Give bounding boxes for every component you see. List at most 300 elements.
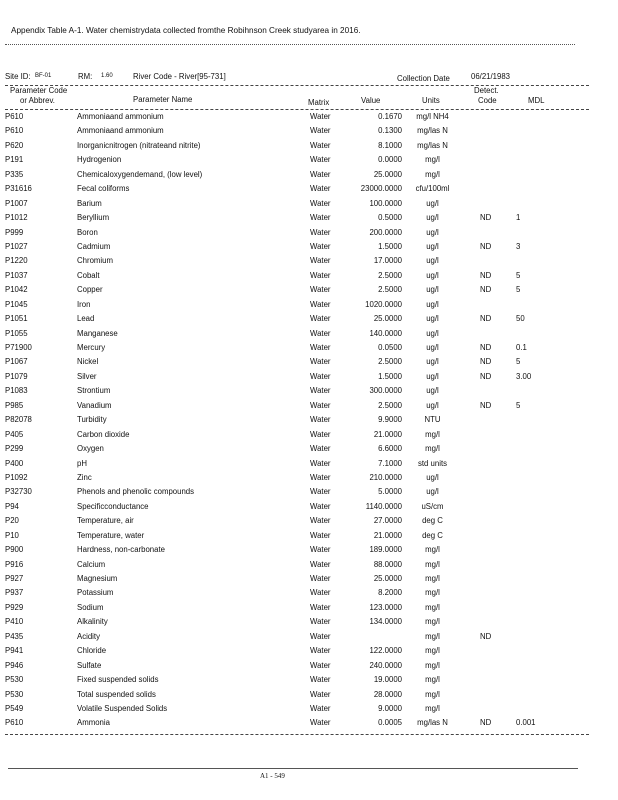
col-mdl: MDL — [528, 96, 545, 105]
cell-matrix: Water — [310, 213, 331, 223]
cell-matrix: Water — [310, 184, 331, 194]
cell-units: ug/l — [426, 256, 439, 266]
cell-units: mg/l — [425, 444, 440, 454]
cell-name: Chloride — [77, 646, 107, 656]
col-param-code: Parameter Code — [10, 86, 68, 95]
cell-units: mg/l — [425, 703, 440, 713]
cell-matrix: Water — [310, 472, 331, 482]
cell-value: 300.0000 — [369, 386, 402, 396]
table-row — [0, 184, 618, 198]
collection-date: 06/21/1983 — [471, 72, 511, 81]
cell-name: Hydrogenion — [77, 155, 122, 165]
cell-units: mg/l — [425, 660, 440, 670]
cell-name: Zinc — [77, 472, 92, 482]
cell-value: 123.0000 — [369, 602, 402, 612]
cell-value: 100.0000 — [369, 198, 402, 208]
cell-name: Potassium — [77, 588, 114, 598]
table-row — [0, 690, 618, 704]
cell-mdl: 5 — [516, 400, 521, 410]
cell-name: Copper — [77, 285, 103, 295]
cell-units: mg/l — [425, 559, 440, 569]
cell-value: 0.5000 — [378, 213, 402, 223]
cell-units: uS/cm — [421, 501, 444, 511]
cell-code: P1220 — [5, 256, 28, 266]
cell-code: P549 — [5, 703, 24, 713]
cell-name: Oxygen — [77, 444, 104, 454]
cell-name: Strontium — [77, 386, 111, 396]
cell-value: 88.0000 — [373, 559, 402, 569]
cell-code: P31616 — [5, 184, 32, 194]
cell-detect: ND — [480, 241, 492, 251]
cell-name: Turbidity — [77, 415, 107, 425]
cell-name: Fixed suspended solids — [77, 675, 159, 685]
cell-matrix: Water — [310, 703, 331, 713]
table-row — [0, 545, 618, 559]
cell-value: 9.9000 — [378, 415, 402, 425]
cell-name: Inorganicnitrogen (nitrateand nitrite) — [77, 140, 201, 150]
cell-value: 0.0000 — [378, 155, 402, 165]
cell-value: 1020.0000 — [365, 299, 402, 309]
cell-name: Nickel — [77, 357, 99, 367]
cell-value: 210.0000 — [369, 472, 402, 482]
cell-code: P985 — [5, 400, 24, 410]
cell-units: mg/l — [425, 646, 440, 656]
cell-units: mg/las N — [417, 718, 448, 728]
cell-code: P299 — [5, 444, 24, 454]
cell-code: P435 — [5, 631, 24, 641]
cell-matrix: Water — [310, 501, 331, 511]
cell-code: P1083 — [5, 386, 28, 396]
cell-matrix: Water — [310, 256, 331, 266]
cell-code: P1051 — [5, 314, 28, 324]
cell-units: ug/l — [426, 285, 439, 295]
cell-value: 27.0000 — [373, 516, 402, 526]
cell-matrix: Water — [310, 328, 331, 338]
cell-matrix: Water — [310, 314, 331, 324]
cell-value: 8.1000 — [378, 140, 402, 150]
cell-mdl: 0.001 — [516, 718, 536, 728]
table-row — [0, 459, 618, 473]
cell-code: P20 — [5, 516, 19, 526]
cell-name: Manganese — [77, 328, 118, 338]
table-row — [0, 357, 618, 371]
cell-units: mg/l — [425, 689, 440, 699]
cell-value: 25.0000 — [373, 574, 402, 583]
cell-value: 21.0000 — [373, 429, 402, 439]
cell-name: Ammonia — [77, 718, 110, 728]
cell-name: Vanadium — [77, 400, 112, 410]
cell-matrix: Water — [310, 227, 331, 237]
table-row — [0, 502, 618, 516]
cell-name: Temperature, air — [77, 516, 134, 526]
cell-code: P1055 — [5, 328, 28, 338]
cell-name: Ammoniaand ammonium — [77, 112, 164, 121]
cell-value: 2.5000 — [378, 400, 402, 410]
cell-value: 21.0000 — [373, 530, 402, 540]
cell-matrix: Water — [310, 545, 331, 555]
cell-value: 23000.0000 — [360, 184, 402, 194]
cell-units: ug/l — [426, 241, 439, 251]
data-table-body — [0, 112, 618, 733]
cell-code: P610 — [5, 718, 24, 728]
cell-name: Cadmium — [77, 241, 111, 251]
cell-units: mg/l — [425, 155, 440, 165]
cell-value: 0.0005 — [378, 718, 402, 728]
cell-code: P1037 — [5, 270, 28, 280]
page-number: A1 - 549 — [260, 772, 285, 780]
table-row — [0, 386, 618, 400]
cell-matrix: Water — [310, 660, 331, 670]
table-row — [0, 256, 618, 270]
cell-code: P937 — [5, 588, 24, 598]
cell-detect: ND — [480, 357, 492, 367]
cell-name: Acidity — [77, 631, 100, 641]
cell-value: 2.5000 — [378, 357, 402, 367]
cell-name: Lead — [77, 314, 95, 324]
cell-units: mg/l NH4 — [416, 112, 449, 121]
cell-matrix: Water — [310, 299, 331, 309]
cell-name: Temperature, water — [77, 530, 145, 540]
site-header — [0, 72, 618, 84]
cell-value: 0.0500 — [378, 343, 402, 352]
cell-detect: ND — [480, 718, 492, 728]
cell-units: ug/l — [426, 328, 439, 338]
cell-units: mg/l — [425, 588, 440, 598]
cell-mdl: 5 — [516, 285, 521, 295]
river-code: River Code - River[95-731] — [133, 72, 226, 81]
cell-units: mg/l — [425, 429, 440, 439]
cell-value: 6.6000 — [378, 444, 402, 454]
cell-units: cfu/100ml — [415, 184, 450, 194]
cell-matrix: Water — [310, 689, 331, 699]
cell-mdl: 5 — [516, 270, 521, 280]
cell-code: P900 — [5, 545, 24, 555]
cell-name: Silver — [77, 371, 97, 381]
site-id-label: Site ID: — [5, 72, 31, 81]
cell-mdl: 1 — [516, 213, 521, 223]
rm-value: 1.60 — [101, 73, 113, 79]
cell-code: P530 — [5, 675, 24, 685]
table-row — [0, 155, 618, 169]
cell-units: mg/las N — [417, 140, 448, 150]
footer-rule — [8, 768, 578, 769]
cell-matrix: Water — [310, 631, 331, 641]
cell-value: 0.1300 — [378, 126, 402, 136]
collection-date-label: Collection Date — [397, 74, 450, 83]
cell-matrix: Water — [310, 588, 331, 598]
table-row — [0, 170, 618, 184]
column-headers — [0, 86, 618, 110]
cell-value: 2.5000 — [378, 285, 402, 295]
cell-matrix: Water — [310, 444, 331, 454]
cell-name: Total suspended solids — [77, 689, 156, 699]
cell-name: Hardness, non-carbonate — [77, 545, 165, 555]
table-row — [0, 112, 618, 126]
cell-units: deg C — [422, 530, 443, 540]
cell-name: Alkalinity — [77, 617, 108, 627]
cell-units: ug/l — [426, 472, 439, 482]
table-row — [0, 574, 618, 588]
cell-code: P405 — [5, 429, 24, 439]
cell-matrix: Water — [310, 198, 331, 208]
cell-matrix: Water — [310, 458, 331, 468]
cell-matrix: Water — [310, 112, 331, 121]
cell-code: P610 — [5, 112, 24, 121]
cell-value: 240.0000 — [369, 660, 402, 670]
col-matrix: Matrix — [308, 98, 330, 107]
table-row — [0, 473, 618, 487]
cell-units: ug/l — [426, 357, 439, 367]
cell-code: P400 — [5, 458, 24, 468]
cell-matrix: Water — [310, 140, 331, 150]
table-row — [0, 141, 618, 155]
cell-value: 28.0000 — [373, 689, 402, 699]
table-row — [0, 704, 618, 718]
col-value: Value — [361, 96, 381, 105]
table-row — [0, 617, 618, 631]
table-row — [0, 372, 618, 386]
table-row — [0, 415, 618, 429]
cell-value: 140.0000 — [369, 328, 402, 338]
cell-name: Chemicaloxygendemand, (low level) — [77, 169, 203, 179]
cell-value: 134.0000 — [369, 617, 402, 627]
table-row — [0, 213, 618, 227]
cell-matrix: Water — [310, 285, 331, 295]
col-units: Units — [422, 96, 440, 105]
cell-units: mg/l — [425, 169, 440, 179]
cell-matrix: Water — [310, 617, 331, 627]
col-code: Code — [478, 96, 497, 105]
cell-units: ug/l — [426, 213, 439, 223]
cell-matrix: Water — [310, 559, 331, 569]
cell-units: ug/l — [426, 198, 439, 208]
cell-code: P410 — [5, 617, 24, 627]
cell-detect: ND — [480, 285, 492, 295]
table-row — [0, 300, 618, 314]
cell-name: Ammoniaand ammonium — [77, 126, 164, 136]
table-bottom-divider — [5, 734, 589, 735]
cell-value: 189.0000 — [369, 545, 402, 555]
cell-matrix: Water — [310, 516, 331, 526]
cell-code: P1067 — [5, 357, 28, 367]
cell-matrix: Water — [310, 169, 331, 179]
cell-units: mg/l — [425, 617, 440, 627]
cell-value: 1.5000 — [378, 241, 402, 251]
table-row — [0, 401, 618, 415]
table-row — [0, 632, 618, 646]
cell-units: mg/l — [425, 675, 440, 685]
cell-code: P999 — [5, 227, 24, 237]
cell-name: Boron — [77, 227, 98, 237]
table-row — [0, 285, 618, 299]
cell-code: P10 — [5, 530, 19, 540]
cell-detect: ND — [480, 371, 492, 381]
cell-units: ug/l — [426, 227, 439, 237]
col-param-name: Parameter Name — [133, 95, 193, 104]
table-row — [0, 314, 618, 328]
cell-units: ug/l — [426, 371, 439, 381]
cell-detect: ND — [480, 270, 492, 280]
cell-value: 1140.0000 — [365, 501, 402, 511]
cell-name: Barium — [77, 198, 102, 208]
table-row — [0, 531, 618, 545]
cell-code: P191 — [5, 155, 24, 165]
cell-units: NTU — [424, 415, 441, 425]
cell-name: Calcium — [77, 559, 106, 569]
cell-detect: ND — [480, 343, 492, 352]
cell-value: 19.0000 — [373, 675, 402, 685]
cell-code: P32730 — [5, 487, 32, 497]
table-row — [0, 516, 618, 530]
cell-units: mg/l — [425, 631, 440, 641]
cell-code: P941 — [5, 646, 24, 656]
cell-units: ug/l — [426, 400, 439, 410]
cell-matrix: Water — [310, 126, 331, 136]
cell-name: Sodium — [77, 602, 104, 612]
cell-matrix: Water — [310, 371, 331, 381]
title-divider — [5, 44, 575, 45]
cell-name: pH — [77, 458, 87, 468]
cell-matrix: Water — [310, 270, 331, 280]
table-row — [0, 271, 618, 285]
cell-name: Chromium — [77, 256, 113, 266]
cell-code: P929 — [5, 602, 24, 612]
cell-code: P1045 — [5, 299, 28, 309]
cell-units: mg/l — [425, 545, 440, 555]
cell-units: mg/las N — [417, 126, 448, 136]
cell-value: 9.0000 — [378, 703, 402, 713]
cell-code: P1012 — [5, 213, 28, 223]
cell-detect: ND — [480, 631, 492, 641]
cell-value: 1.5000 — [378, 371, 402, 381]
cell-units: mg/l — [425, 602, 440, 612]
table-row — [0, 487, 618, 501]
cell-matrix: Water — [310, 675, 331, 685]
table-row — [0, 430, 618, 444]
cell-code: P530 — [5, 689, 24, 699]
table-row — [0, 718, 618, 732]
table-row — [0, 661, 618, 675]
cell-code: P1079 — [5, 371, 28, 381]
cell-value: 0.1670 — [378, 112, 402, 121]
cell-code: P335 — [5, 169, 24, 179]
table-row — [0, 228, 618, 242]
cell-name: Mercury — [77, 343, 106, 352]
table-title: Appendix Table A-1. Water chemistrydata collected fromthe Robihnson Creek studyarea in 2016. — [11, 26, 361, 35]
table-row — [0, 560, 618, 574]
table-row — [0, 444, 618, 458]
cell-matrix: Water — [310, 718, 331, 728]
cell-value: 25.0000 — [373, 169, 402, 179]
cell-code: P82078 — [5, 415, 32, 425]
cell-matrix: Water — [310, 574, 331, 583]
cell-matrix: Water — [310, 343, 331, 352]
cell-value: 17.0000 — [373, 256, 402, 266]
cell-name: Iron — [77, 299, 91, 309]
cell-matrix: Water — [310, 429, 331, 439]
cell-mdl: 3.00 — [516, 371, 532, 381]
cell-code: P1042 — [5, 285, 28, 295]
cell-units: ug/l — [426, 386, 439, 396]
table-row — [0, 126, 618, 140]
cell-matrix: Water — [310, 155, 331, 165]
cell-code: P927 — [5, 574, 24, 583]
cell-code: P916 — [5, 559, 24, 569]
cell-matrix: Water — [310, 241, 331, 251]
cell-code: P946 — [5, 660, 24, 670]
cell-matrix: Water — [310, 400, 331, 410]
cell-matrix: Water — [310, 487, 331, 497]
cell-mdl: 0.1 — [516, 343, 527, 352]
cell-units: mg/l — [425, 574, 440, 583]
cell-matrix: Water — [310, 357, 331, 367]
cell-name: Cobalt — [77, 270, 100, 280]
cell-value: 122.0000 — [369, 646, 402, 656]
cell-units: ug/l — [426, 314, 439, 324]
table-row — [0, 588, 618, 602]
rm-label: RM: — [78, 72, 93, 81]
cell-matrix: Water — [310, 415, 331, 425]
cell-name: Beryllium — [77, 213, 110, 223]
col-or-abbrev: or Abbrev. — [20, 96, 55, 105]
cell-code: P94 — [5, 501, 19, 511]
cell-value: 25.0000 — [373, 314, 402, 324]
cell-units: ug/l — [426, 270, 439, 280]
cell-value: 7.1000 — [378, 458, 402, 468]
cell-units: ug/l — [426, 487, 439, 497]
table-row — [0, 242, 618, 256]
cell-code: P71900 — [5, 343, 32, 352]
table-row — [0, 199, 618, 213]
cell-units: deg C — [422, 516, 443, 526]
cell-name: Phenols and phenolic compounds — [77, 487, 195, 497]
table-row — [0, 675, 618, 689]
cell-matrix: Water — [310, 602, 331, 612]
cell-units: ug/l — [426, 299, 439, 309]
cell-mdl: 3 — [516, 241, 521, 251]
cell-matrix: Water — [310, 530, 331, 540]
site-id-value: BF-01 — [35, 73, 52, 79]
cell-value: 8.2000 — [378, 588, 402, 598]
cell-mdl: 50 — [516, 314, 525, 324]
cell-name: Specificconductance — [77, 501, 149, 511]
cell-detect: ND — [480, 314, 492, 324]
cell-name: Fecal coliforms — [77, 184, 130, 194]
cell-detect: ND — [480, 400, 492, 410]
table-row — [0, 343, 618, 357]
cell-matrix: Water — [310, 386, 331, 396]
cell-code: P610 — [5, 126, 24, 136]
cell-code: P1027 — [5, 241, 28, 251]
cell-name: Volatile Suspended Solids — [77, 703, 168, 713]
table-row — [0, 329, 618, 343]
cell-name: Sulfate — [77, 660, 102, 670]
column-divider — [5, 109, 589, 110]
cell-code: P1007 — [5, 198, 28, 208]
cell-code: P620 — [5, 140, 24, 150]
cell-value: 5.0000 — [378, 487, 402, 497]
col-detect: Detect. — [474, 86, 499, 95]
cell-name: Carbon dioxide — [77, 429, 130, 439]
table-row — [0, 646, 618, 660]
cell-code: P1092 — [5, 472, 28, 482]
cell-units: ug/l — [426, 343, 439, 352]
cell-mdl: 5 — [516, 357, 521, 367]
cell-value: 2.5000 — [378, 270, 402, 280]
table-row — [0, 603, 618, 617]
cell-value: 200.0000 — [369, 227, 402, 237]
cell-name: Magnesium — [77, 574, 118, 583]
